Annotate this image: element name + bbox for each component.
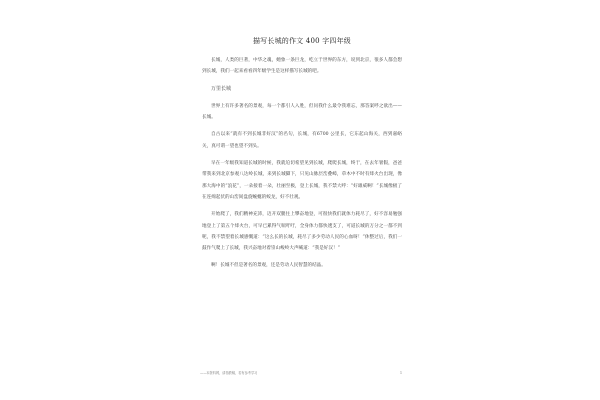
paragraph-body: 自古以来“就有不到长城非好汉”的名句，长城，有6700 公里长，它东起山海关，西到嘉峪关，真可谓一望也望不到头。 [202, 132, 402, 149]
footer-note: ——本资料网，请指教稿，若有参考学习 [200, 371, 258, 375]
section-subheading: 万里长城 [211, 85, 232, 92]
document-body [202, 36, 402, 278]
paragraph-intro: 长城，人类的巨著，中华之魂，她象一条巨龙，屹立于世界的东方，说到北京，很多人都会想到长城，我们一起来看看四年级学生是这样描写长城的吧。 [202, 58, 402, 75]
paragraph-body: 世界上有许多著名的景观，每一个都引人入胜，但问我什么最令我难忘，那答案呼之欲出——长城。 [202, 103, 402, 121]
paragraph-conclusion: 啊！长城不但是著名的景观，还是劳动人民智慧的结晶。 [211, 263, 326, 269]
paragraph-body: 开始爬了，我们精神充沛，迈开双腿往上攀奋地登，可很快我们就体力耗尽了，好不容易勉强地登上了第五个烽火台，可早已累得气喘吁吁，全身体力都快透支了，可道长城的万分之一都不到呢，我不禁望着长城感慨道：“这么长的长城，耗尽了多少劳动人民的心血呀！”休整过后，我们一鼓作气爬上了长城，我兴奋地对着崇山峻岭大声喊道：“我是好汉！” [202, 212, 402, 252]
page-title: 描写长城的作文 400 字四年级 [252, 37, 351, 45]
paragraph-body: 早在一年级我知道长城的时候，我就迫切希望见到长城，爬爬长城，终于，在去年暑假，爸爸带我来到北京参观八达岭长城，来到长城脚下，只见山脉层峦叠嶂，草木中不时有烽火台出现，像那大海中的“浪花”，一朵接着一朵，壮丽至极，登上长城，我不禁大呼：“好雄威啊！”长城像极了在连绵起伏的山峦间盘旋蜿蜒的蛟龙，好不壮观。 [202, 161, 402, 200]
page-number: 1 [399, 371, 402, 375]
